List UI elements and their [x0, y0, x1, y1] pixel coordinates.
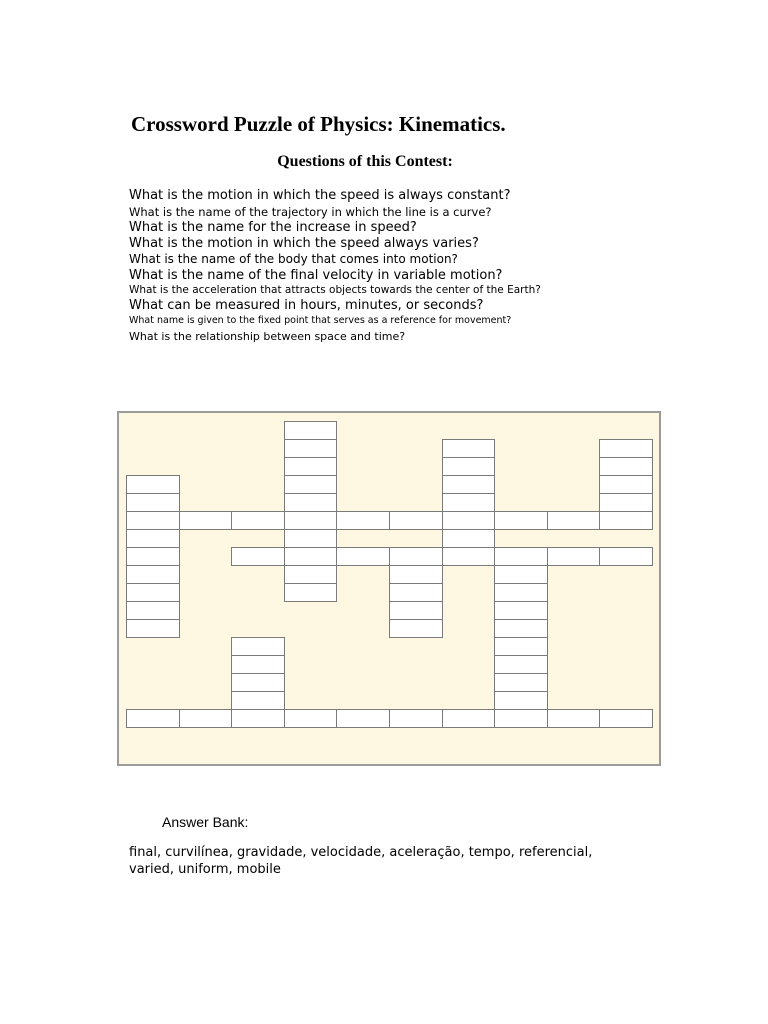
crossword-cell[interactable] — [126, 583, 180, 602]
crossword-cell[interactable] — [336, 511, 390, 530]
crossword-cell[interactable] — [284, 421, 338, 440]
crossword-cell[interactable] — [336, 709, 390, 728]
crossword-cell[interactable] — [284, 547, 338, 566]
crossword-cell[interactable] — [599, 475, 653, 494]
crossword-cell[interactable] — [126, 619, 180, 638]
crossword-cell[interactable] — [284, 457, 338, 476]
crossword-cell[interactable] — [389, 583, 443, 602]
crossword-cell[interactable] — [284, 583, 338, 602]
crossword-cell[interactable] — [389, 565, 443, 584]
crossword-cell[interactable] — [494, 691, 548, 710]
question-item: What is the name of the trajectory in which the line is a curve? — [129, 205, 492, 219]
crossword-cell[interactable] — [389, 601, 443, 620]
crossword-cell[interactable] — [389, 547, 443, 566]
crossword-cell[interactable] — [284, 475, 338, 494]
crossword-cell[interactable] — [389, 511, 443, 530]
questions-heading: Questions of this Contest: — [277, 153, 453, 170]
crossword-cell[interactable] — [126, 601, 180, 620]
crossword-cell[interactable] — [442, 493, 496, 512]
crossword-cell[interactable] — [442, 547, 496, 566]
crossword-cell[interactable] — [284, 565, 338, 584]
crossword-cell[interactable] — [599, 439, 653, 458]
crossword-cell[interactable] — [231, 673, 285, 692]
crossword-cell[interactable] — [494, 565, 548, 584]
answer-bank-label: Answer Bank: — [162, 814, 249, 830]
crossword-cell[interactable] — [179, 709, 233, 728]
crossword-cell[interactable] — [231, 511, 285, 530]
crossword-cell[interactable] — [284, 493, 338, 512]
crossword-cell[interactable] — [442, 529, 496, 548]
crossword-cell[interactable] — [126, 709, 180, 728]
crossword-cell[interactable] — [231, 547, 285, 566]
crossword-cell[interactable] — [599, 547, 653, 566]
crossword-cell[interactable] — [494, 709, 548, 728]
question-item: What name is given to the fixed point that serves as a reference for movement? — [129, 315, 512, 326]
crossword-cell[interactable] — [442, 709, 496, 728]
crossword-cell[interactable] — [599, 457, 653, 476]
question-item: What is the name for the increase in speed? — [129, 220, 417, 235]
question-item: What is the motion in which the speed is always constant? — [129, 188, 511, 203]
crossword-cell[interactable] — [494, 619, 548, 638]
crossword-cell[interactable] — [126, 493, 180, 512]
crossword-cell[interactable] — [231, 691, 285, 710]
crossword-cell[interactable] — [126, 565, 180, 584]
crossword-cell[interactable] — [599, 493, 653, 512]
question-item: What is the name of the body that comes into motion? — [129, 252, 458, 266]
crossword-cell[interactable] — [284, 529, 338, 548]
answer-bank-words: final, curvilínea, gravidade, velocidade, aceleração, tempo, referencial, varied, uniform, mobile — [129, 845, 593, 877]
crossword-cell[interactable] — [599, 511, 653, 530]
crossword-cell[interactable] — [126, 547, 180, 566]
crossword-cell[interactable] — [231, 655, 285, 674]
crossword-cell[interactable] — [126, 475, 180, 494]
crossword-cell[interactable] — [284, 709, 338, 728]
crossword-cell[interactable] — [547, 511, 601, 530]
crossword-cell[interactable] — [494, 637, 548, 656]
question-item: What is the motion in which the speed always varies? — [129, 236, 479, 251]
crossword-cell[interactable] — [442, 439, 496, 458]
question-item: What is the name of the final velocity in variable motion? — [129, 268, 503, 283]
question-item: What is the acceleration that attracts objects towards the center of the Earth? — [129, 284, 541, 296]
crossword-cell[interactable] — [231, 637, 285, 656]
crossword-cell[interactable] — [389, 619, 443, 638]
crossword-cell[interactable] — [494, 511, 548, 530]
question-item: What can be measured in hours, minutes, or seconds? — [129, 298, 484, 313]
crossword-cell[interactable] — [126, 511, 180, 530]
crossword-cell[interactable] — [336, 547, 390, 566]
crossword-cell[interactable] — [231, 709, 285, 728]
crossword-cell[interactable] — [179, 511, 233, 530]
crossword-cell[interactable] — [284, 511, 338, 530]
crossword-cell[interactable] — [442, 475, 496, 494]
crossword-cell[interactable] — [442, 457, 496, 476]
page-title: Crossword Puzzle of Physics: Kinematics. — [131, 112, 506, 136]
crossword-cell[interactable] — [547, 547, 601, 566]
crossword-cell[interactable] — [494, 601, 548, 620]
question-item: What is the relationship between space and time? — [129, 330, 406, 343]
crossword-grid — [117, 411, 661, 766]
crossword-cell[interactable] — [284, 439, 338, 458]
crossword-cell[interactable] — [494, 673, 548, 692]
crossword-cell[interactable] — [126, 529, 180, 548]
crossword-cell[interactable] — [442, 511, 496, 530]
crossword-cell[interactable] — [389, 709, 443, 728]
crossword-cell[interactable] — [547, 709, 601, 728]
crossword-cell[interactable] — [494, 655, 548, 674]
crossword-cell[interactable] — [494, 547, 548, 566]
crossword-cell[interactable] — [494, 583, 548, 602]
crossword-cell[interactable] — [599, 709, 653, 728]
